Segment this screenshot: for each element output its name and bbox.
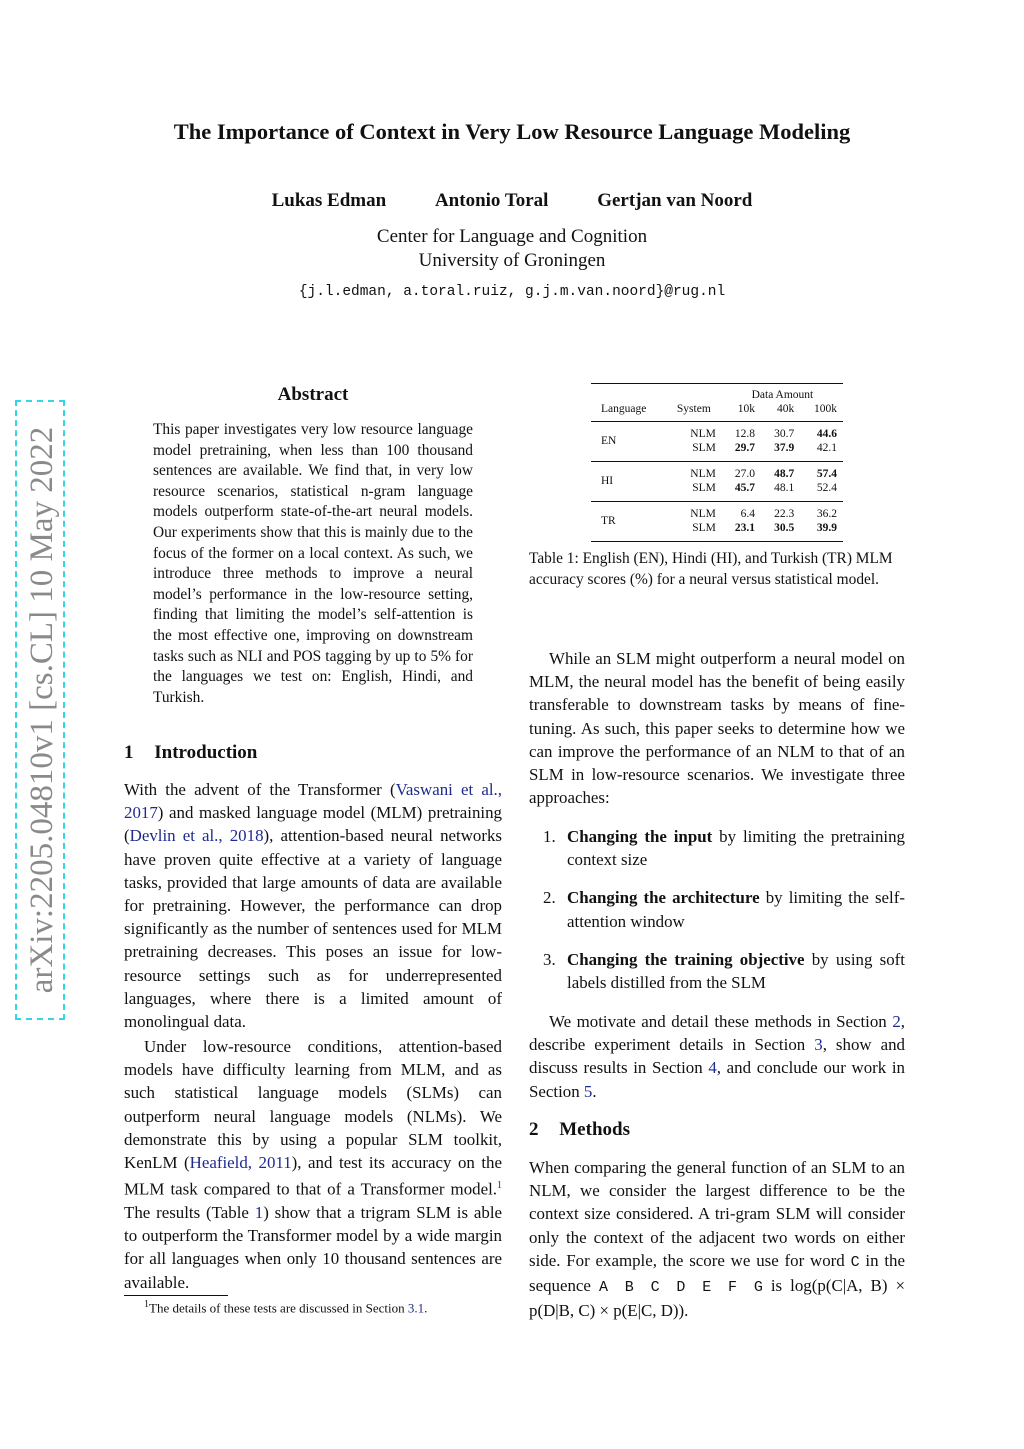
results-table [591, 384, 843, 541]
list-item [529, 825, 905, 871]
methods-heading-text: Methods [559, 1119, 630, 1140]
table-cell-value: 30.7 [774, 428, 795, 440]
results-table-wrapper [591, 383, 843, 542]
text-span: We motivate and detail these methods in Section [549, 1012, 893, 1031]
table-cell-value: 29.7 [734, 441, 756, 454]
text-span: . [424, 1300, 428, 1316]
table-cell-value: 6.4 [740, 508, 756, 520]
paper-title: The Importance of Context in Very Low Resource Language Modeling [173, 119, 851, 144]
math-formula: log(p(C|A, B) × p(D|B, C) × p(E|C, D)). [529, 1276, 905, 1321]
table-cell-lang-en: EN [601, 434, 617, 447]
table-group-header: Data Amount [751, 389, 814, 401]
intro-paragraph-1 [124, 778, 502, 1033]
table-cell-system: NLM [690, 428, 716, 440]
table-header-system: System [676, 402, 711, 415]
methods-paragraph-1 [529, 1156, 905, 1322]
text-span: . [592, 1081, 597, 1101]
table-cell-system: SLM [692, 481, 716, 494]
section-ref-2[interactable]: 2 [892, 1012, 901, 1031]
text-span: , show and discuss results in Section [529, 1035, 905, 1078]
text-span: ), and test its accuracy on the MLM task compared to that of a Transformer model. [124, 1153, 502, 1199]
author-1: Lukas Edman [271, 190, 387, 211]
text-span: , and conclude our work in Section [529, 1058, 905, 1101]
table-cell-value: 27.0 [734, 468, 756, 480]
text-span: in the sequence [529, 1250, 905, 1296]
section-ref-3-1[interactable]: 3.1 [407, 1300, 425, 1316]
table-row [591, 502, 843, 522]
table-cell-value: 52.4 [816, 481, 837, 494]
footnote-number: 1 [144, 1299, 149, 1310]
table-cell-lang-tr: TR [601, 514, 616, 527]
intro-heading [124, 742, 502, 764]
footnote-rule [124, 1295, 228, 1296]
right-paragraph-1: While an SLM might outperform a neural model on MLM, the neural model has the benefit of being easily transferable to downstream tasks by means of fine-tuning. As such, this paper seeks to determine how we can improve the performance of an NLM to that of an SLM in low-resource scenarios. We investigate three approaches: [529, 649, 905, 808]
table-cell-value: 57.4 [816, 468, 837, 480]
approach-list [529, 825, 905, 1009]
list-item-bold: Changing the input [567, 827, 713, 846]
table-group-header-row [591, 384, 843, 403]
table-cell-value: 44.6 [816, 428, 837, 440]
table-row [591, 422, 843, 442]
author-2: Antonio Toral [434, 190, 549, 211]
table-cell-value: 36.2 [816, 508, 837, 520]
table-header-row [591, 403, 843, 422]
table-cell-lang-hi: HI [601, 474, 614, 487]
footnote [124, 1299, 502, 1316]
intro-heading-number: 1 [124, 742, 134, 763]
text-span: , describe experiment details in Section [529, 1012, 905, 1055]
table-cell-value: 48.1 [774, 481, 795, 494]
table-cell-value: 12.8 [734, 428, 756, 440]
text-span: is [762, 1276, 791, 1296]
table-header-language: Language [601, 402, 647, 415]
citation-heafield[interactable]: Heafield, 2011 [189, 1153, 292, 1173]
methods-heading-number: 2 [529, 1119, 539, 1140]
arxiv-stamp: arXiv:2205.04810v1 [cs.CL] 10 May 2022 [15, 400, 65, 1020]
list-item [529, 948, 905, 994]
text-span: ), attention-based neural networks have proven quite effective at a variety of language tasks, provided that large amounts of data are available for pretraining. However, the performance can drop significantly as the number of sentences used for MLM pretraining decreases. This poses an issue for low-resource settings such as for underrepresented languages, where there is a limited amount of monolingual data. [124, 826, 503, 1032]
table-cell-value: 48.7 [774, 468, 795, 480]
table-cell-value: 42.1 [816, 441, 837, 454]
list-item-text: by using soft labels distilled from the SLM [567, 949, 905, 993]
citation-vaswani[interactable]: Vaswani et al., 2017 [124, 780, 502, 823]
table-header-10k: 10k [737, 402, 756, 415]
text-span: When comparing the general function of an SLM to an NLM, we consider the largest difference to be the context size considered. A tri-gram SLM will consider only the context of the adjacent two words on either side. For example, the score we use for word [529, 1158, 905, 1270]
text-span: With the advent of the Transformer ( [124, 780, 396, 799]
table-caption: Table 1: English (EN), Hindi (HI), and Turkish (TR) MLM accuracy scores (%) for a neural versus statistical model. [529, 550, 893, 588]
list-item-text: by limiting the pretraining context size [567, 827, 906, 870]
section-ref-5[interactable]: 5 [583, 1081, 593, 1101]
list-item-number: 1. [543, 827, 556, 846]
author-list [0, 190, 1024, 212]
methods-heading [529, 1119, 905, 1141]
table-cell-system: SLM [692, 521, 716, 534]
table-cell-value: 39.9 [816, 521, 837, 534]
text-span: Under low-resource conditions, attention-based models have difficulty learning from MLM, and as such statistical language models (SLMs) can outperform neural language models (NLMs). We demonstrate this by using a popular SLM toolkit, KenLM ( [124, 1037, 502, 1173]
table-cell-system: NLM [690, 508, 716, 520]
footnote-text: The details of these tests are discussed in Section [149, 1300, 408, 1316]
table-cell-system: SLM [692, 441, 716, 454]
intro-paragraph-2 [124, 1035, 502, 1294]
table-header-100k: 100k [814, 402, 837, 415]
abstract-heading: Abstract [277, 384, 349, 405]
list-item-number: 3. [543, 949, 556, 969]
table-cell-system: NLM [690, 468, 716, 480]
table-header-40k: 40k [777, 402, 795, 415]
table-cell-value: 37.9 [774, 441, 795, 454]
section-ref-4[interactable]: 4 [708, 1058, 717, 1078]
table-cell-value: 22.3 [774, 508, 795, 520]
table-row [591, 462, 843, 482]
table-cell-value: 45.7 [734, 481, 756, 494]
section-ref-3[interactable]: 3 [814, 1035, 823, 1055]
code-sequence: A B C D E F G [598, 1279, 763, 1297]
list-item-number: 2. [543, 888, 556, 908]
table-cell-value: 23.1 [734, 521, 756, 534]
affiliation-line-2: University of Groningen [418, 250, 606, 271]
list-item [529, 886, 905, 932]
table-ref-1[interactable]: 1 [254, 1203, 264, 1223]
list-item-bold: Changing the training objective [567, 949, 805, 969]
citation-devlin[interactable]: Devlin et al., 2018 [129, 826, 264, 846]
footnote-marker[interactable]: 1 [497, 1180, 502, 1192]
right-paragraph-2 [529, 1010, 905, 1103]
text-span: ) and masked language model (MLM) pretraining ( [124, 803, 502, 846]
list-item-text: by limiting the self-attention window [567, 888, 905, 931]
text-span: The results (Table [124, 1203, 255, 1223]
table-cell-value: 30.5 [774, 521, 795, 534]
abstract-text: This paper investigates very low resource language model pretraining, when less than 100 thousand sentences are available. We find that, in very low resource scenarios, statistical n-gram language models outperform state-of-the-art neural models. Our experiments show that this is mainly due to the focus of the former on a local context. As such, we introduce three methods to improve a neural model’s performance in the low-resource setting, finding that limiting the model’s self-attention is the most effective one, improving on downstream tasks such as NLI and POS tagging by up to 5% for the languages we test on: English, Hindi, and Turkish. [153, 421, 473, 706]
text-span: ) show that a trigram SLM is able to outperform the Transformer model by a wide margin for all languages when only 10 thousand sentences are available. [124, 1203, 503, 1292]
code-word: C [850, 1253, 860, 1271]
author-emails: {j.l.edman, a.toral.ruiz, g.j.m.van.noord}@rug.nl [298, 284, 726, 300]
affiliation-line-1: Center for Language and Cognition [376, 226, 648, 247]
author-3: Gertjan van Noord [597, 190, 753, 211]
list-item-bold: Changing the architecture [567, 888, 760, 908]
intro-heading-text: Introduction [154, 742, 258, 763]
